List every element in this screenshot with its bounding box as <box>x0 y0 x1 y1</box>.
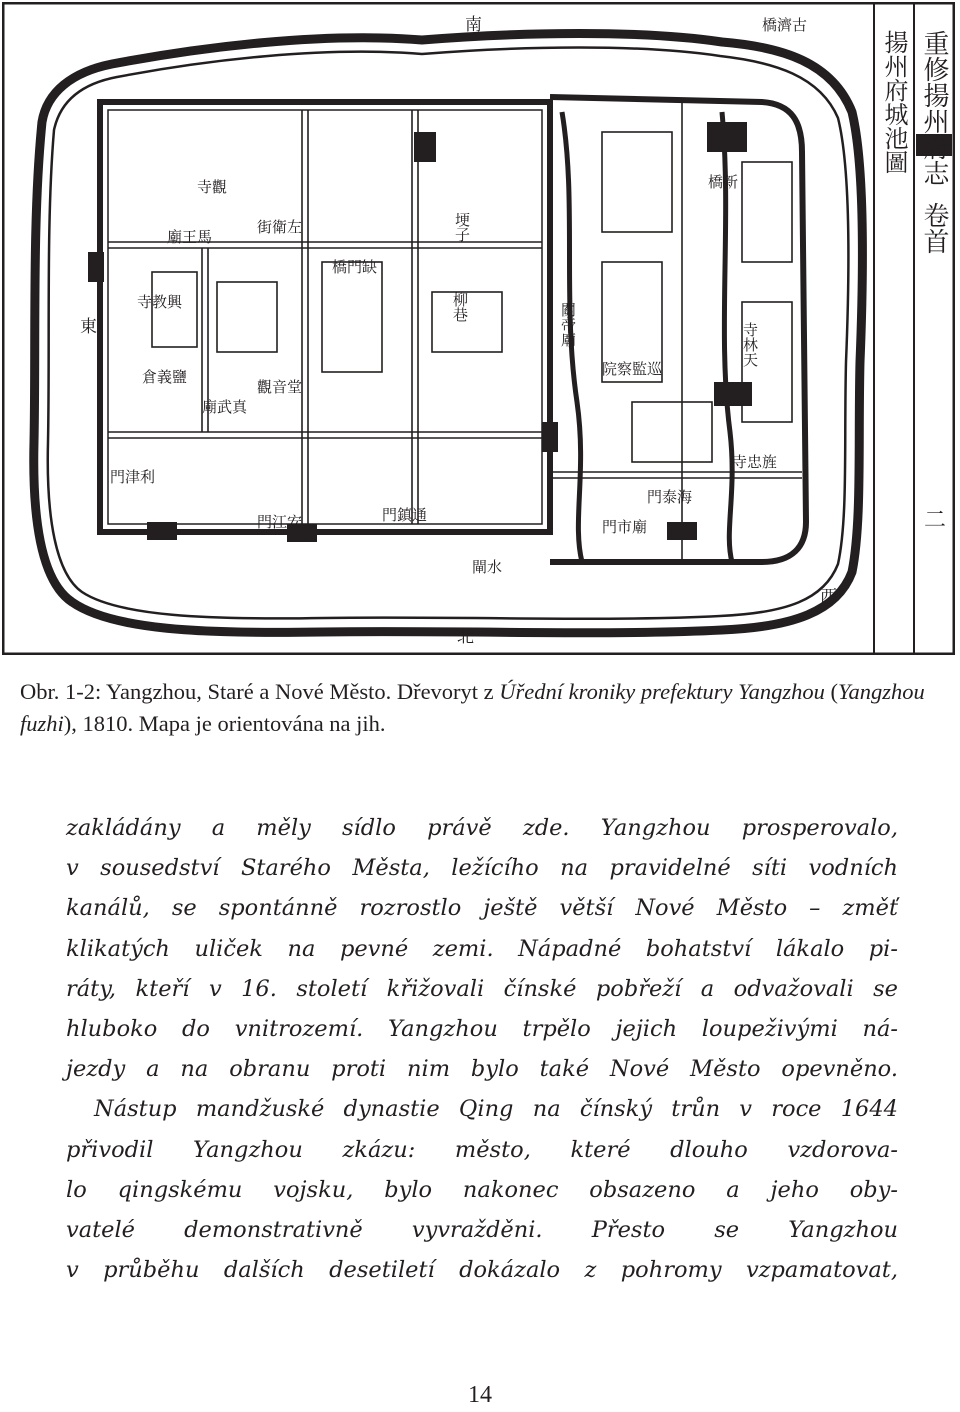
map-label-salt-granary: 倉義鹽 <box>142 368 188 386</box>
map-label-mawang-temple: 廟王馬 <box>167 228 213 246</box>
map-label-north: 北 <box>457 627 474 647</box>
map-woodcut-figure <box>2 2 955 655</box>
map-label-south: 南 <box>465 15 482 35</box>
map-label-water-gate: 閘水 <box>472 558 503 576</box>
body-line: ráty, kteří v 16. století křižovali čínské pobřeží a odvažovali se <box>66 975 898 1002</box>
map-label-guandi-temple: 關帝廟 <box>559 302 577 347</box>
map-label-tianlin-temple: 寺林天 <box>741 322 759 367</box>
old-city-wall <box>100 102 550 532</box>
body-line: zakládány a měly sídlo právě zde. Yangzhou prosperovalo, <box>66 815 898 841</box>
caption-title-italic: Úřední kroniky prefektury Yangzhou <box>499 679 825 704</box>
map-drawing <box>2 2 955 655</box>
gate-towers <box>88 122 752 542</box>
map-label-xingjiao-temple: 寺教興 <box>137 293 183 311</box>
map-label-gate-haitai: 門泰海 <box>647 488 693 506</box>
map-label-west: 西 <box>820 587 837 607</box>
body-line: vatelé demonstrativně vyvražděni. Přesto se Yangzhou <box>66 1217 898 1244</box>
map-label-guanyin-hall: 觀音堂 <box>257 378 303 396</box>
body-line: Nástup mandžuské dynastie Qing na čínský trůn v roce 1644 <box>94 1096 898 1123</box>
body-line: klikatých uliček na pevné zemi. Nápadné bohatství lákalo pi- <box>66 935 898 962</box>
street-grid <box>108 102 802 562</box>
page-number: 14 <box>468 1382 492 1408</box>
caption-text-3: ), 1810. Mapa je orientována na jih. <box>63 711 386 736</box>
map-label-quemen-bridge: 橋門缺 <box>332 258 378 276</box>
map-label-gate-shimiao: 門市廟 <box>602 518 648 536</box>
map-label-gate-anjiang: 門江安 <box>257 513 303 531</box>
map-label-jingzhong-temple: 寺忠旌 <box>732 453 778 471</box>
map-title-vertical-2: 揚州府城池圖 <box>880 30 908 174</box>
body-line: přivodil Yangzhou zkázu: město, které dlouho vzdorova- <box>66 1136 898 1163</box>
body-line: jezdy a na obranu proti nim bylo také Nové Město opevněno. <box>66 1056 898 1083</box>
map-label-gate-tongzhen: 門鎮通 <box>382 506 428 524</box>
map-label-liuxiang: 柳巷 <box>451 292 469 322</box>
body-line: kanálů, se spontánně rozrostlo ještě větší Nové Město – změť <box>66 895 898 922</box>
body-paragraph <box>66 808 898 1290</box>
map-title-vertical-1: 重修揚州府志 <box>919 30 949 186</box>
body-line: v průběhu dalších desetiletí dokázalo z pohromy vzpamatovat, <box>66 1257 898 1284</box>
map-label-zhenwu-temple: 廟武真 <box>202 398 248 416</box>
body-line: lo qingskému vojsku, bylo nakonec obsazeno a jeho oby- <box>66 1176 898 1203</box>
map-label-censor-office: 院察監巡 <box>602 360 663 378</box>
figure-caption <box>20 676 940 740</box>
map-label-top-right: 橋濟古 <box>762 16 808 34</box>
caption-text-1: Obr. 1-2: Yangzhou, Staré a Nové Město. Dřevoryt z <box>20 679 500 704</box>
map-page-mark: 二 <box>924 508 947 533</box>
body-line: v sousedství Starého Města, ležícího na pravidelné síti vodních <box>66 855 898 882</box>
map-label-gengzi: 埂子 <box>453 212 471 242</box>
map-volume-mark: 卷首 <box>919 202 949 254</box>
caption-text-2: ( <box>824 679 839 704</box>
caption-romanized-title: Yangzhou fuzhi <box>20 679 925 736</box>
map-label-zuowei-street: 街衛左 <box>257 218 303 236</box>
map-label-temple-guan: 寺觀 <box>197 178 228 196</box>
map-label-new-bridge: 橋新 <box>708 173 739 191</box>
old-city-wall-inner <box>108 110 542 524</box>
map-label-gate-lijin: 門津利 <box>110 468 156 486</box>
body-line: hluboko do vnitrozemí. Yangzhou trpělo jejich loupeživými ná- <box>66 1016 898 1043</box>
map-label-east: 東 <box>80 317 97 337</box>
